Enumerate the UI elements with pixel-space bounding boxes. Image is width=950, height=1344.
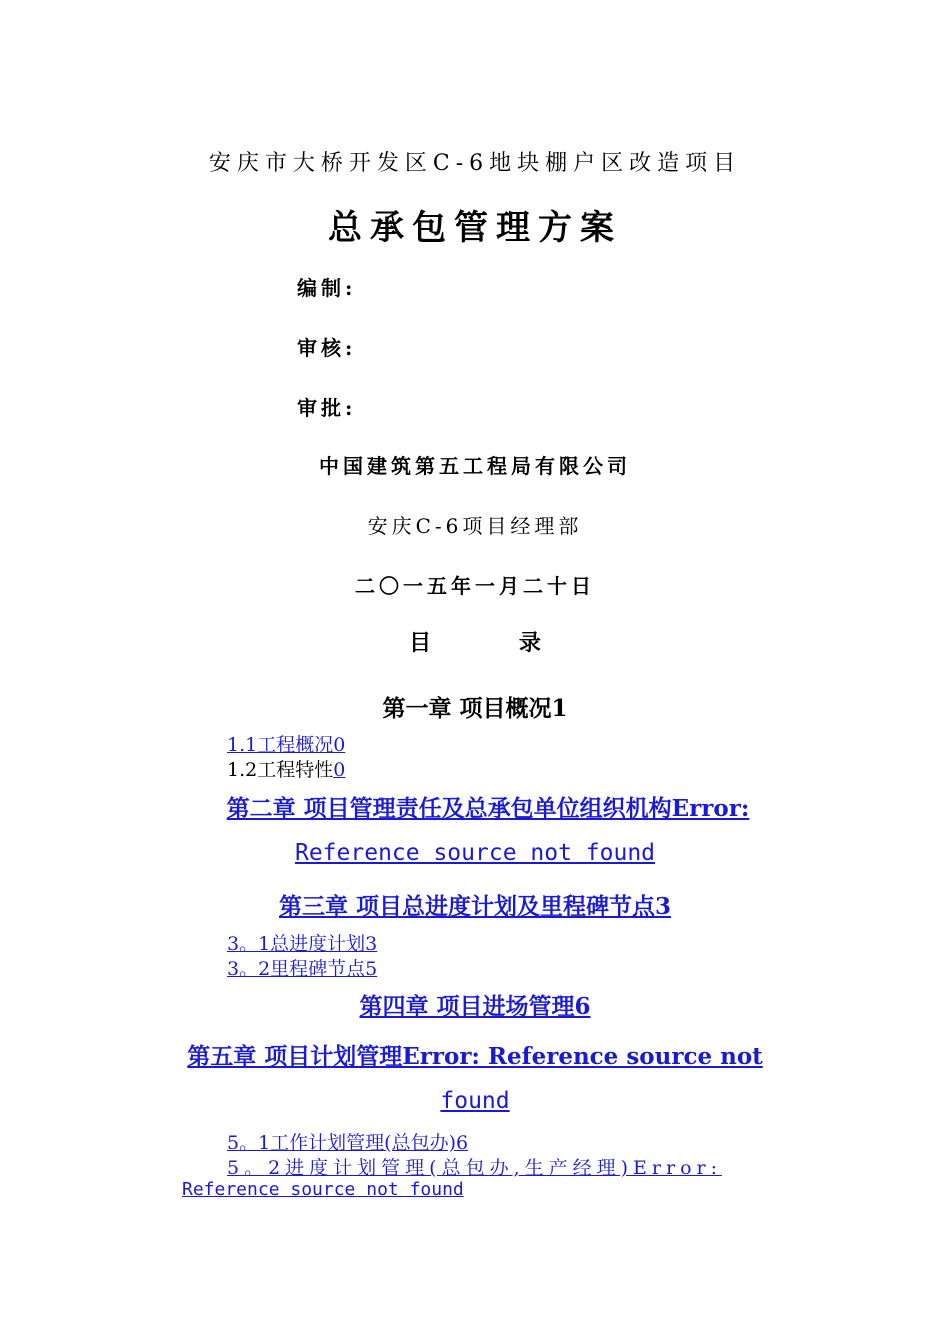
- toc-chapter-5-line1[interactable]: 第五章 项目计划管理Error: Reference source not: [187, 1043, 763, 1070]
- project-department: 安庆C-6项目经理部: [367, 514, 583, 538]
- toc-section-1-1[interactable]: 1.1工程概况0: [227, 734, 346, 756]
- document-date: 二〇一五年一月二十日: [355, 574, 595, 598]
- toc-heading: 目 录: [409, 630, 581, 656]
- toc-section-5-2-line1[interactable]: 5。2进度计划管理(总包办,生产经理)Error:: [227, 1157, 722, 1179]
- toc-section-5-2-line2[interactable]: Reference source not found: [182, 1179, 464, 1200]
- project-subtitle: 安庆市大桥开发区C-6地块棚户区改造项目: [208, 151, 742, 176]
- toc-chapter-5-line2[interactable]: found: [440, 1088, 510, 1114]
- toc-section-1-2-page-link[interactable]: 0: [333, 759, 346, 781]
- document-title: 总承包管理方案: [328, 208, 622, 248]
- toc-chapter-2-line1[interactable]: 第二章 项目管理责任及总承包单位组织机构Error:: [226, 795, 750, 822]
- reviewed-by-label: 审核:: [297, 336, 357, 360]
- toc-chapter-3[interactable]: 第三章 项目总进度计划及里程碑节点3: [278, 893, 671, 920]
- toc-section-3-2[interactable]: 3。2里程碑节点5: [227, 958, 378, 980]
- toc-section-1-2: [227, 755, 345, 782]
- toc-chapter-1: 第一章 项目概况1: [382, 695, 568, 722]
- approved-by-label: 审批:: [297, 396, 357, 420]
- toc-section-5-1[interactable]: 5。1工作计划管理(总包办)6: [227, 1132, 469, 1154]
- toc-section-3-1[interactable]: 3。1总进度计划3: [227, 933, 378, 955]
- prepared-by-label: 编制:: [297, 276, 357, 300]
- toc-section-1-2-text: 1.2工程特性: [227, 759, 334, 781]
- toc-chapter-2-line2[interactable]: Reference source not found: [294, 840, 656, 866]
- company-name: 中国建筑第五工程局有限公司: [319, 454, 631, 478]
- toc-chapter-4[interactable]: 第四章 项目进场管理6: [359, 993, 591, 1020]
